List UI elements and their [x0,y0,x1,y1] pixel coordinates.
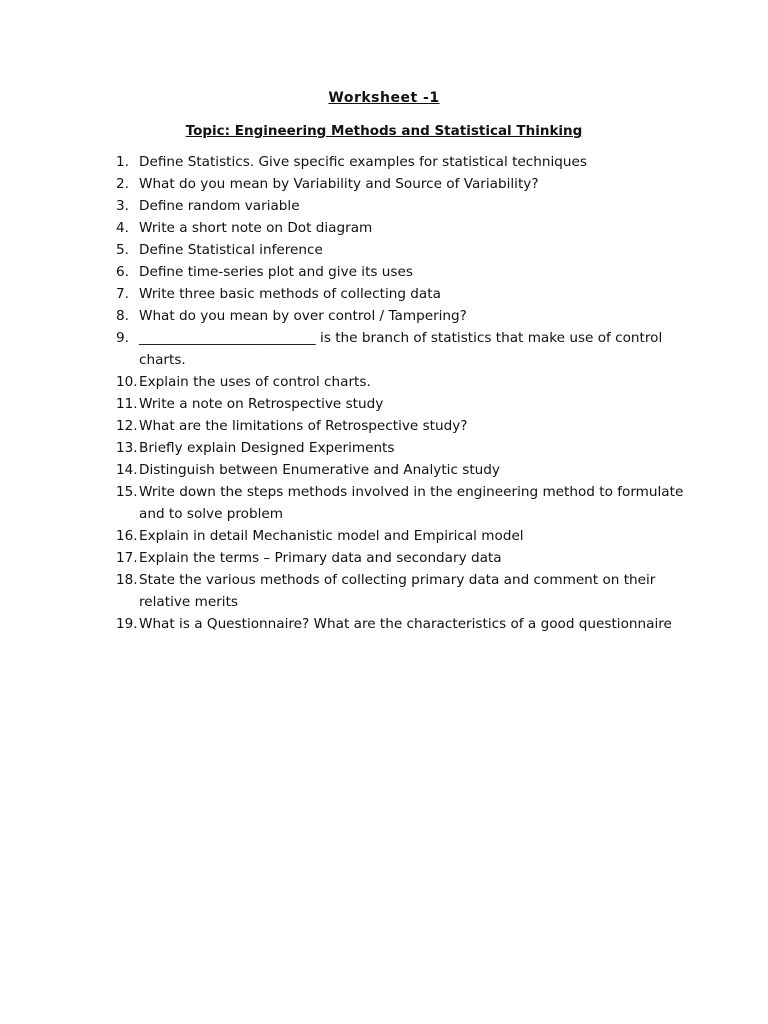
question-item [116,525,696,547]
question-number: 13. [116,440,138,456]
question-item [116,547,696,569]
question-item [116,327,696,371]
question-number: 14. [116,462,138,478]
question-item [116,415,696,437]
question-item [116,393,696,415]
question-text: Write three basic methods of collecting data [139,286,441,302]
question-number: 1. [116,154,129,170]
question-number: 5. [116,242,129,258]
question-text: What do you mean by over control / Tampering? [139,308,467,324]
question-number: 15. [116,484,138,500]
question-number: 17. [116,550,138,566]
question-item [116,239,696,261]
question-text: State the various methods of collecting primary data and comment on their relative merits [139,572,656,610]
question-text: Write a note on Retrospective study [139,396,384,412]
question-list [116,151,696,635]
worksheet-title: Worksheet -1 [328,90,440,106]
question-item [116,613,696,635]
question-text: Write down the steps methods involved in the engineering method to formulate and to solve problem [139,484,684,522]
question-item [116,151,696,173]
question-item [116,305,696,327]
question-text: What are the limitations of Retrospective study? [139,418,468,434]
question-item [116,217,696,239]
question-text: Briefly explain Designed Experiments [139,440,395,456]
question-text: Explain the terms – Primary data and secondary data [139,550,502,566]
question-item [116,261,696,283]
question-text: Define Statistics. Give specific examples for statistical techniques [139,154,587,170]
question-number: 16. [116,528,138,544]
question-item [116,481,696,525]
question-text: What is a Questionnaire? What are the characteristics of a good questionnaire [139,616,672,632]
question-number: 19. [116,616,138,632]
question-text: Explain the uses of control charts. [139,374,371,390]
question-number: 11. [116,396,138,412]
question-text: Define random variable [139,198,300,214]
question-item [116,569,696,613]
question-text: Write a short note on Dot diagram [139,220,373,236]
question-text: What do you mean by Variability and Source of Variability? [139,176,539,192]
question-text: Define time-series plot and give its uses [139,264,413,280]
question-text: Define Statistical inference [139,242,323,258]
question-number: 12. [116,418,138,434]
worksheet-topic: Topic: Engineering Methods and Statistical Thinking [185,123,583,139]
question-number: 9. [116,330,129,346]
question-text: Explain in detail Mechanistic model and Empirical model [139,528,524,544]
question-number: 18. [116,572,138,588]
question-item [116,459,696,481]
question-number: 7. [116,286,129,302]
question-number: 4. [116,220,129,236]
question-item [116,371,696,393]
question-text: __________________________ is the branch of statistics that make use of control charts. [139,330,663,368]
question-item [116,173,696,195]
question-item [116,195,696,217]
question-text: Distinguish between Enumerative and Analytic study [139,462,500,478]
question-number: 10. [116,374,138,390]
question-number: 6. [116,264,129,280]
question-number: 8. [116,308,129,324]
question-number: 3. [116,198,129,214]
question-number: 2. [116,176,129,192]
question-item [116,437,696,459]
question-item [116,283,696,305]
